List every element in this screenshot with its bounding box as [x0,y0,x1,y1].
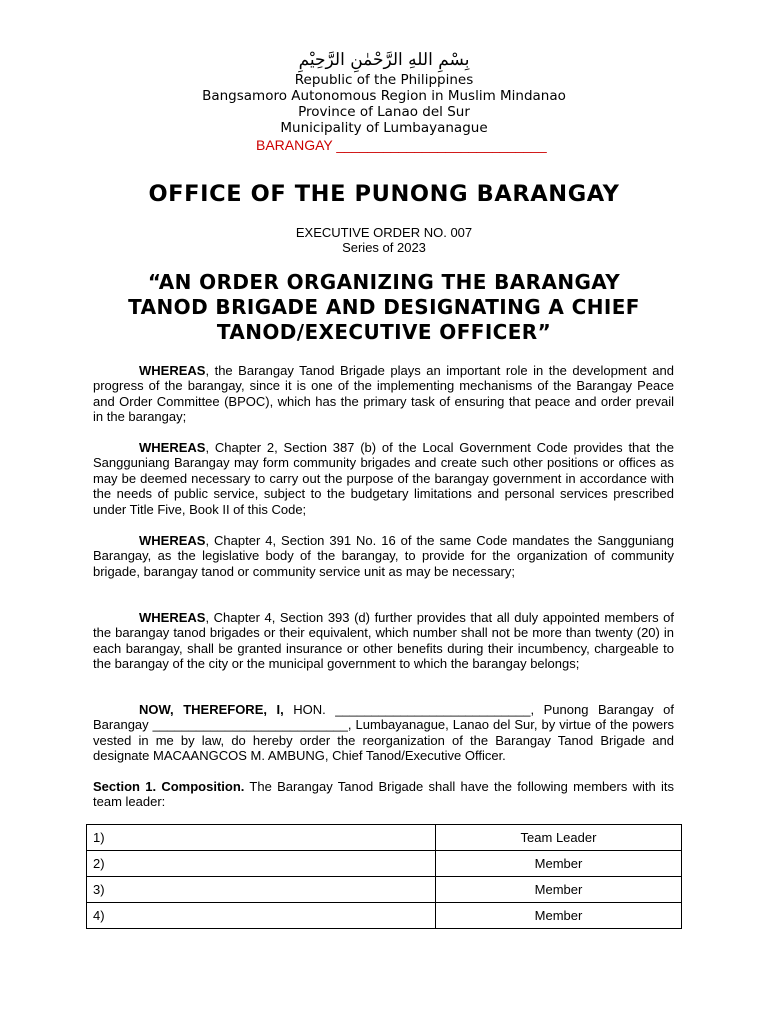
member-number: 4) [87,903,436,929]
member-role: Member [436,877,682,903]
member-role: Team Leader [436,825,682,851]
header-municipality: Municipality of Lumbayanague [280,120,488,136]
now-therefore-paragraph [93,702,674,764]
executive-order-number: EXECUTIVE ORDER NO. 007 [295,225,473,240]
section-heading: Section 1. Composition. [93,779,245,794]
paragraph-text: , Chapter 4, Section 393 (d) further provides that all duly appointed members of the barangay tanod brigades or their equivalent, which number shall not be more than twenty (20) in each barangay, shall be granted insurance or other benefits during their incumbency, chargeable to the barangay of the city or the municipal government to which the barangay belongs; [93,610,674,672]
member-number: 2) [87,851,436,877]
office-title: OFFICE OF THE PUNONG BARANGAY [148,181,620,207]
order-title [80,270,688,345]
member-role: Member [436,851,682,877]
paragraph-text: HON. ___________________________, Punong Barangay of Barangay ___________________________, Lumbayanague, Lanao del Sur, by virtue of the powers vested in me by law, do hereby order the reorganization of the Barangay Tanod Brigade and designate MACAANGCOS M. AMBUNG, Chief Tanod/Executive Officer. [93,702,674,764]
table-row [87,877,682,903]
whereas-paragraph-2 [93,440,674,517]
table-row [87,825,682,851]
member-number: 3) [87,877,436,903]
section-1-composition [93,779,674,810]
order-title-line: TANOD/EXECUTIVE OFFICER” [216,320,552,344]
paragraph-lead: WHEREAS [139,363,206,378]
header-republic: Republic of the Philippines [294,72,474,88]
bismillah-heading: بِسْمِ اللهِ الرَّحْمٰنِ الرَّحِيْمِ [298,50,470,70]
member-role: Member [436,903,682,929]
header-region: Bangsamoro Autonomous Region in Muslim Mindanao [202,88,566,104]
table-row [87,903,682,929]
order-title-line: “AN ORDER ORGANIZING THE BARANGAY [147,270,621,294]
whereas-paragraph-1 [93,363,674,425]
members-table [86,824,682,929]
header-barangay-blank: BARANGAY ___________________________ [256,137,547,153]
order-title-line: TANOD BRIGADE AND DESIGNATING A CHIEF [128,295,640,319]
paragraph-lead: NOW, THEREFORE, I, [139,702,284,717]
paragraph-lead: WHEREAS [139,440,206,455]
paragraph-text: , Chapter 4, Section 391 No. 16 of the same Code mandates the Sangguniang Barangay, as the legislative body of the barangay, to provide for the organization of community brigade, barangay tanod or community service unit as may be necessary; [93,533,674,579]
header-province: Province of Lanao del Sur [298,104,470,120]
paragraph-text: , the Barangay Tanod Brigade plays an important role in the development and progress of the barangay, since it is one of the implementing mechanisms of the Barangay Peace and Order Committee (BPOC), which has the primary task of ensuring that peace and order prevail in the barangay; [93,363,674,425]
whereas-paragraph-3 [93,533,674,579]
table-row [87,851,682,877]
whereas-paragraph-4 [93,610,674,672]
executive-order-series: Series of 2023 [342,240,426,255]
paragraph-lead: WHEREAS [139,533,206,548]
section-text: The Barangay Tanod Brigade shall have the following members with its team leader: [93,779,674,810]
paragraph-text: , Chapter 2, Section 387 (b) of the Local Government Code provides that the Sangguniang Barangay may form community brigades and create such other positions or offices as may be deemed necessary to carry out the purpose of the barangay government in accordance with the needs of public service, subject to the budgetary limitations and personal services prescribed under Title Five, Book II of this Code; [93,440,674,517]
paragraph-lead: WHEREAS [139,610,206,625]
member-number: 1) [87,825,436,851]
